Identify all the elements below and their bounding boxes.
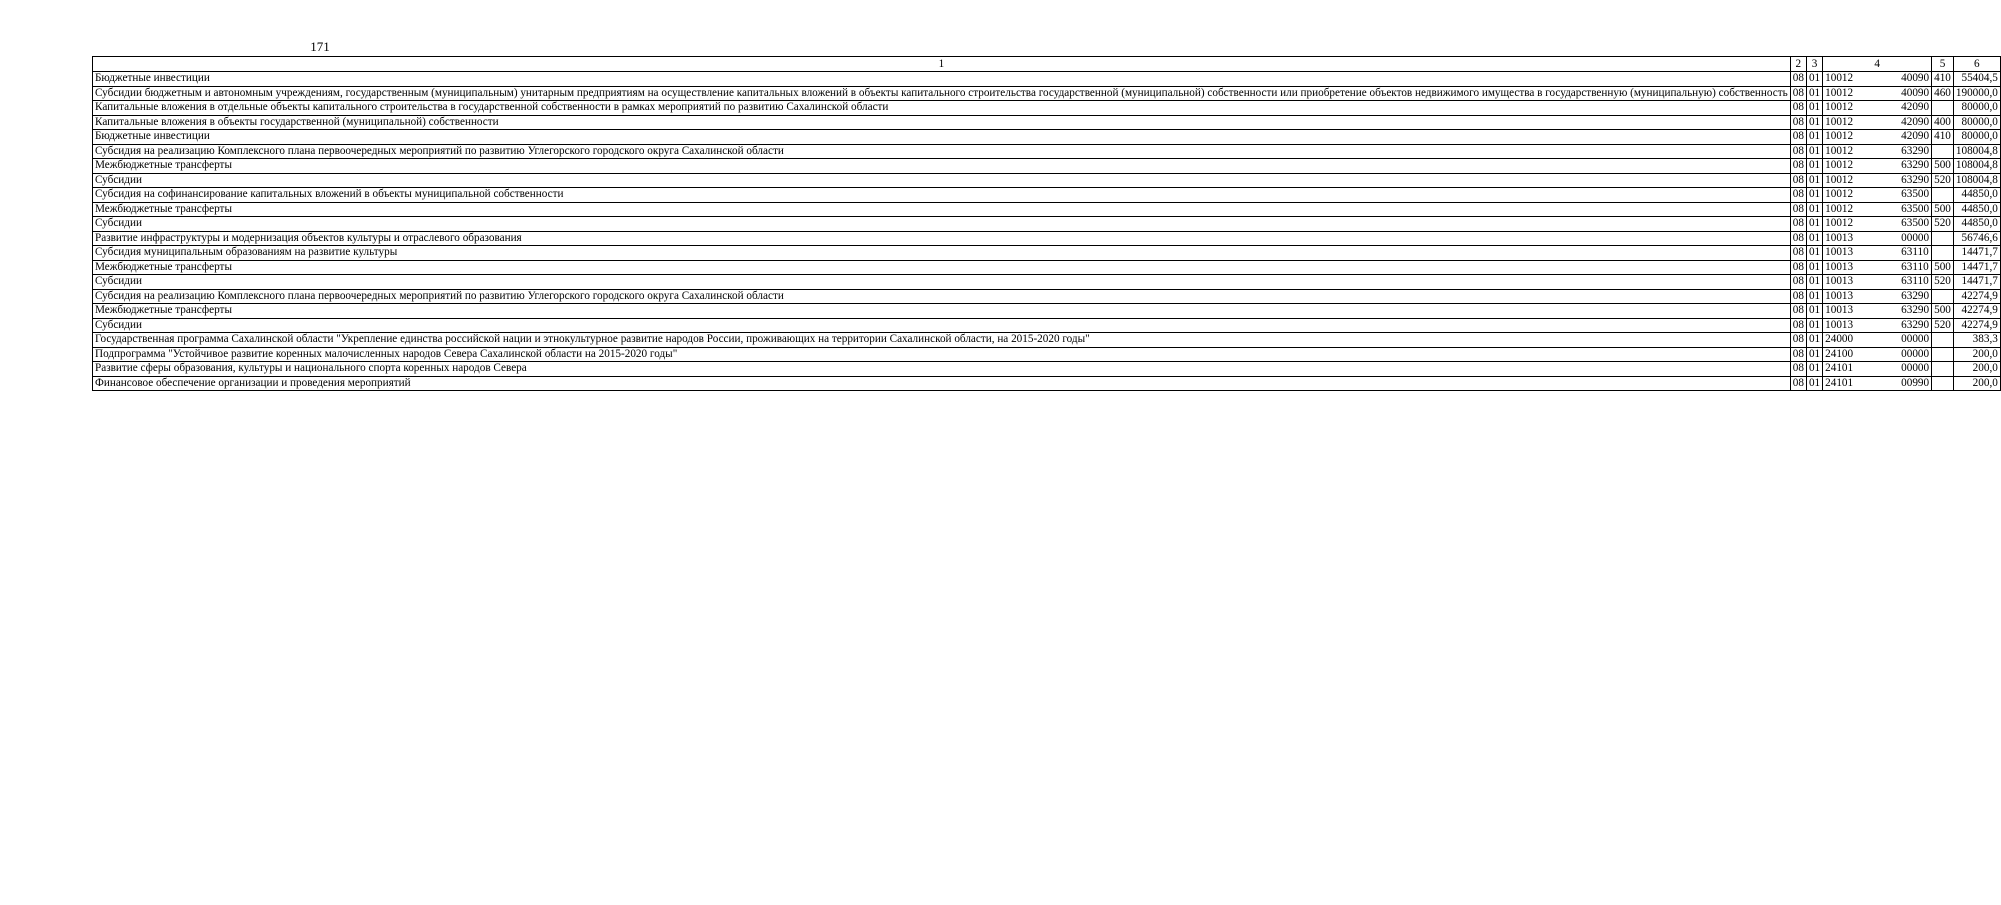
row-target-article <box>1823 115 1932 130</box>
row-name: Субсидии <box>93 318 1791 333</box>
row-section: 08 <box>1790 231 1806 246</box>
row-target-article-program: 10012 <box>1825 217 1854 229</box>
row-subsection: 01 <box>1806 159 1822 174</box>
row-target-article-direction: 63500 <box>1901 188 1930 200</box>
row-amount: 14471,7 <box>1953 246 2000 261</box>
row-target-article <box>1823 246 1932 261</box>
row-target-article <box>1823 376 1932 391</box>
row-name: Межбюджетные трансферты <box>93 202 1791 217</box>
row-target-article <box>1823 275 1932 290</box>
row-target-article-program: 10013 <box>1825 304 1854 316</box>
row-target-article-direction: 42090 <box>1901 101 1930 113</box>
row-amount: 44850,0 <box>1953 217 2000 232</box>
row-subsection: 01 <box>1806 217 1822 232</box>
header-col-subsection: 3 <box>1806 57 1822 72</box>
row-name: Развитие сферы образования, культуры и национального спорта коренных народов Севера <box>93 362 1791 377</box>
row-target-article-program: 10013 <box>1825 260 1854 273</box>
row-expense-type: 410 <box>1932 72 1954 87</box>
row-target-article-program: 10013 <box>1825 289 1854 302</box>
row-subsection: 01 <box>1806 231 1822 246</box>
row-name: Бюджетные инвестиции <box>93 130 1791 145</box>
row-section: 08 <box>1790 260 1806 275</box>
row-subsection: 01 <box>1806 144 1822 159</box>
row-target-article-program: 10012 <box>1825 72 1854 84</box>
row-subsection: 01 <box>1806 376 1822 391</box>
row-name: Субсидия на реализацию Комплексного плана первоочередных мероприятий по развитию Углегорского городского округа Сахалинской области <box>93 144 1791 159</box>
row-section: 08 <box>1790 130 1806 145</box>
table-row <box>93 333 2001 348</box>
row-expense-type: 410 <box>1932 130 1954 145</box>
row-expense-type <box>1932 144 1954 159</box>
row-target-article <box>1823 333 1932 348</box>
row-subsection: 01 <box>1806 202 1822 217</box>
row-section: 08 <box>1790 275 1806 290</box>
row-target-article <box>1823 347 1932 362</box>
table-row <box>93 304 2001 319</box>
header-col-name: 1 <box>93 57 1791 72</box>
row-target-article-program: 24100 <box>1825 347 1854 360</box>
row-subsection: 01 <box>1806 115 1822 130</box>
row-amount: 42274,9 <box>1953 318 2000 333</box>
row-target-article <box>1823 318 1932 333</box>
row-name: Подпрограмма "Устойчивое развитие коренных малочисленных народов Севера Сахалинской области на 2015-2020 годы" <box>93 347 1791 362</box>
row-amount: 44850,0 <box>1953 202 2000 217</box>
table-row <box>93 289 2001 304</box>
row-subsection: 01 <box>1806 188 1822 203</box>
row-subsection: 01 <box>1806 72 1822 87</box>
table-row <box>93 347 2001 362</box>
row-target-article-direction: 63500 <box>1901 202 1930 215</box>
row-name: Развитие инфраструктуры и модернизация объектов культуры и отраслевого образования <box>93 231 1791 246</box>
table-row <box>93 72 2001 87</box>
row-target-article-direction: 42090 <box>1901 115 1930 128</box>
row-target-article-direction: 63290 <box>1901 159 1930 171</box>
table-row <box>93 260 2001 275</box>
row-subsection: 01 <box>1806 86 1822 101</box>
row-expense-type <box>1932 333 1954 348</box>
row-section: 08 <box>1790 289 1806 304</box>
row-expense-type: 500 <box>1932 202 1954 217</box>
row-subsection: 01 <box>1806 130 1822 145</box>
row-target-article-program: 10013 <box>1825 231 1854 244</box>
row-subsection: 01 <box>1806 289 1822 304</box>
row-expense-type: 520 <box>1932 173 1954 188</box>
row-target-article-direction: 63110 <box>1901 275 1929 287</box>
row-target-article <box>1823 72 1932 87</box>
row-section: 08 <box>1790 144 1806 159</box>
row-expense-type <box>1932 231 1954 246</box>
row-name: Бюджетные инвестиции <box>93 72 1791 87</box>
row-expense-type: 520 <box>1932 318 1954 333</box>
row-section: 08 <box>1790 188 1806 203</box>
row-expense-type: 500 <box>1932 159 1954 174</box>
row-name: Субсидия на реализацию Комплексного плана первоочередных мероприятий по развитию Углегорского городского округа Сахалинской области <box>93 289 1791 304</box>
row-target-article-direction: 00000 <box>1901 347 1930 360</box>
row-amount: 80000,0 <box>1953 101 2000 116</box>
row-amount: 200,0 <box>1953 376 2000 391</box>
table-row <box>93 202 2001 217</box>
row-target-article-direction: 63500 <box>1901 217 1930 229</box>
row-amount: 14471,7 <box>1953 260 2000 275</box>
row-target-article <box>1823 173 1932 188</box>
row-name: Государственная программа Сахалинской области "Укрепление единства российской нации и этнокультурное развитие народов России, проживающих на территории Сахалинской области, на 2015-2020 годы" <box>93 333 1791 348</box>
row-target-article-direction: 63110 <box>1901 260 1929 273</box>
row-amount: 55404,5 <box>1953 72 2000 87</box>
row-subsection: 01 <box>1806 260 1822 275</box>
header-col-target-article: 4 <box>1823 57 1932 72</box>
row-target-article-program: 10012 <box>1825 202 1854 215</box>
row-expense-type: 400 <box>1932 115 1954 130</box>
table-row <box>93 101 2001 116</box>
row-name: Субсидия на софинансирование капитальных вложений в объекты муниципальной собственности <box>93 188 1791 203</box>
row-target-article-direction: 63290 <box>1901 304 1930 316</box>
table-row <box>93 130 2001 145</box>
row-target-article-direction: 00000 <box>1901 362 1930 374</box>
row-target-article-direction: 40090 <box>1901 72 1930 84</box>
row-target-article <box>1823 202 1932 217</box>
table-row <box>93 318 2001 333</box>
row-name: Межбюджетные трансферты <box>93 159 1791 174</box>
row-section: 08 <box>1790 86 1806 101</box>
row-amount: 108004,8 <box>1953 173 2000 188</box>
row-subsection: 01 <box>1806 101 1822 116</box>
row-target-article-program: 10013 <box>1825 318 1854 331</box>
row-target-article-direction: 63110 <box>1901 246 1929 258</box>
table-row <box>93 115 2001 130</box>
row-section: 08 <box>1790 376 1806 391</box>
row-target-article-direction: 40090 <box>1901 86 1930 99</box>
row-target-article <box>1823 159 1932 174</box>
row-target-article <box>1823 260 1932 275</box>
row-name: Субсидии <box>93 173 1791 188</box>
row-subsection: 01 <box>1806 347 1822 362</box>
row-target-article <box>1823 217 1932 232</box>
row-section: 08 <box>1790 304 1806 319</box>
row-expense-type <box>1932 362 1954 377</box>
row-amount: 14471,7 <box>1953 275 2000 290</box>
table-row <box>93 246 2001 261</box>
row-section: 08 <box>1790 173 1806 188</box>
row-target-article <box>1823 130 1932 145</box>
table-row <box>93 144 2001 159</box>
table-row <box>93 231 2001 246</box>
row-target-article <box>1823 304 1932 319</box>
row-expense-type <box>1932 246 1954 261</box>
table-row <box>93 275 2001 290</box>
row-expense-type <box>1932 188 1954 203</box>
row-expense-type: 520 <box>1932 275 1954 290</box>
row-section: 08 <box>1790 246 1806 261</box>
row-amount: 383,3 <box>1953 333 2000 348</box>
header-col-section: 2 <box>1790 57 1806 72</box>
table-row <box>93 188 2001 203</box>
row-subsection: 01 <box>1806 362 1822 377</box>
row-amount: 80000,0 <box>1953 115 2000 130</box>
row-expense-type <box>1932 376 1954 391</box>
row-subsection: 01 <box>1806 275 1822 290</box>
row-name: Субсидии <box>93 275 1791 290</box>
row-section: 08 <box>1790 318 1806 333</box>
row-name: Субсидии бюджетным и автономным учреждениям, государственным (муниципальным) унитарным предприятиям на осуществление капитальных вложений в объекты капитального строительства государственной (муниципальной) собственности или приобретение объектов недвижимого имущества в государственную (муниципальную) собственность <box>93 86 1791 101</box>
row-amount: 44850,0 <box>1953 188 2000 203</box>
row-expense-type: 500 <box>1932 260 1954 275</box>
row-target-article-program: 24000 <box>1825 333 1854 345</box>
row-target-article-program: 10013 <box>1825 275 1854 287</box>
row-expense-type <box>1932 101 1954 116</box>
row-name: Субсидия муниципальным образованиям на развитие культуры <box>93 246 1791 261</box>
row-amount: 42274,9 <box>1953 304 2000 319</box>
row-amount: 108004,8 <box>1953 159 2000 174</box>
table-row <box>93 173 2001 188</box>
row-section: 08 <box>1790 202 1806 217</box>
row-section: 08 <box>1790 115 1806 130</box>
row-target-article <box>1823 144 1932 159</box>
row-section: 08 <box>1790 159 1806 174</box>
row-amount: 200,0 <box>1953 347 2000 362</box>
row-target-article-program: 24101 <box>1825 362 1854 374</box>
row-name: Финансовое обеспечение организации и проведения мероприятий <box>93 376 1791 391</box>
row-target-article-program: 10012 <box>1825 130 1854 142</box>
row-target-article-program: 10013 <box>1825 246 1854 258</box>
row-amount: 42274,9 <box>1953 289 2000 304</box>
budget-table <box>92 56 2001 391</box>
row-target-article-program: 10012 <box>1825 188 1854 200</box>
row-target-article-direction: 42090 <box>1901 130 1930 142</box>
row-target-article-direction: 63290 <box>1901 289 1930 302</box>
header-col-expense-type: 5 <box>1932 57 1954 72</box>
row-target-article-program: 10012 <box>1825 173 1854 186</box>
row-expense-type: 460 <box>1932 86 1954 101</box>
row-target-article-program: 10012 <box>1825 144 1854 157</box>
row-target-article <box>1823 101 1932 116</box>
row-target-article <box>1823 231 1932 246</box>
row-target-article-direction: 63290 <box>1901 173 1930 186</box>
row-section: 08 <box>1790 217 1806 232</box>
row-section: 08 <box>1790 347 1806 362</box>
row-name: Капитальные вложения в отдельные объекты капитального строительства в государственной собственности в рамках мероприятий по развитию Сахалинской области <box>93 101 1791 116</box>
row-amount: 56746,6 <box>1953 231 2000 246</box>
row-target-article-direction: 63290 <box>1901 144 1930 157</box>
row-target-article <box>1823 86 1932 101</box>
table-row <box>93 376 2001 391</box>
row-subsection: 01 <box>1806 173 1822 188</box>
table-row <box>93 217 2001 232</box>
header-col-amount: 6 <box>1953 57 2000 72</box>
row-target-article-direction: 00990 <box>1901 376 1930 389</box>
row-target-article-direction: 63290 <box>1901 318 1930 331</box>
row-section: 08 <box>1790 333 1806 348</box>
table-row <box>93 362 2001 377</box>
row-amount: 108004,8 <box>1953 144 2000 159</box>
row-section: 08 <box>1790 72 1806 87</box>
row-expense-type <box>1932 289 1954 304</box>
row-subsection: 01 <box>1806 333 1822 348</box>
row-name: Межбюджетные трансферты <box>93 260 1791 275</box>
row-target-article-program: 24101 <box>1825 376 1854 389</box>
row-name: Капитальные вложения в объекты государственной (муниципальной) собственности <box>93 115 1791 130</box>
row-target-article-program: 10012 <box>1825 159 1854 171</box>
header-row <box>93 57 2001 72</box>
table-row <box>93 86 2001 101</box>
row-subsection: 01 <box>1806 318 1822 333</box>
row-target-article-program: 10012 <box>1825 101 1854 113</box>
table-row <box>93 159 2001 174</box>
row-subsection: 01 <box>1806 304 1822 319</box>
row-amount: 190000,0 <box>1953 86 2000 101</box>
row-expense-type: 520 <box>1932 217 1954 232</box>
row-section: 08 <box>1790 101 1806 116</box>
row-target-article-direction: 00000 <box>1901 333 1930 345</box>
row-target-article-direction: 00000 <box>1901 231 1930 244</box>
row-expense-type: 500 <box>1932 304 1954 319</box>
row-amount: 80000,0 <box>1953 130 2000 145</box>
page-number: 171 <box>310 39 330 54</box>
row-name: Субсидии <box>93 217 1791 232</box>
row-target-article-program: 10012 <box>1825 86 1854 99</box>
row-target-article <box>1823 362 1932 377</box>
row-target-article <box>1823 188 1932 203</box>
row-name: Межбюджетные трансферты <box>93 304 1791 319</box>
row-target-article-program: 10012 <box>1825 115 1854 128</box>
row-target-article <box>1823 289 1932 304</box>
row-amount: 200,0 <box>1953 362 2000 377</box>
row-section: 08 <box>1790 362 1806 377</box>
row-subsection: 01 <box>1806 246 1822 261</box>
row-expense-type <box>1932 347 1954 362</box>
